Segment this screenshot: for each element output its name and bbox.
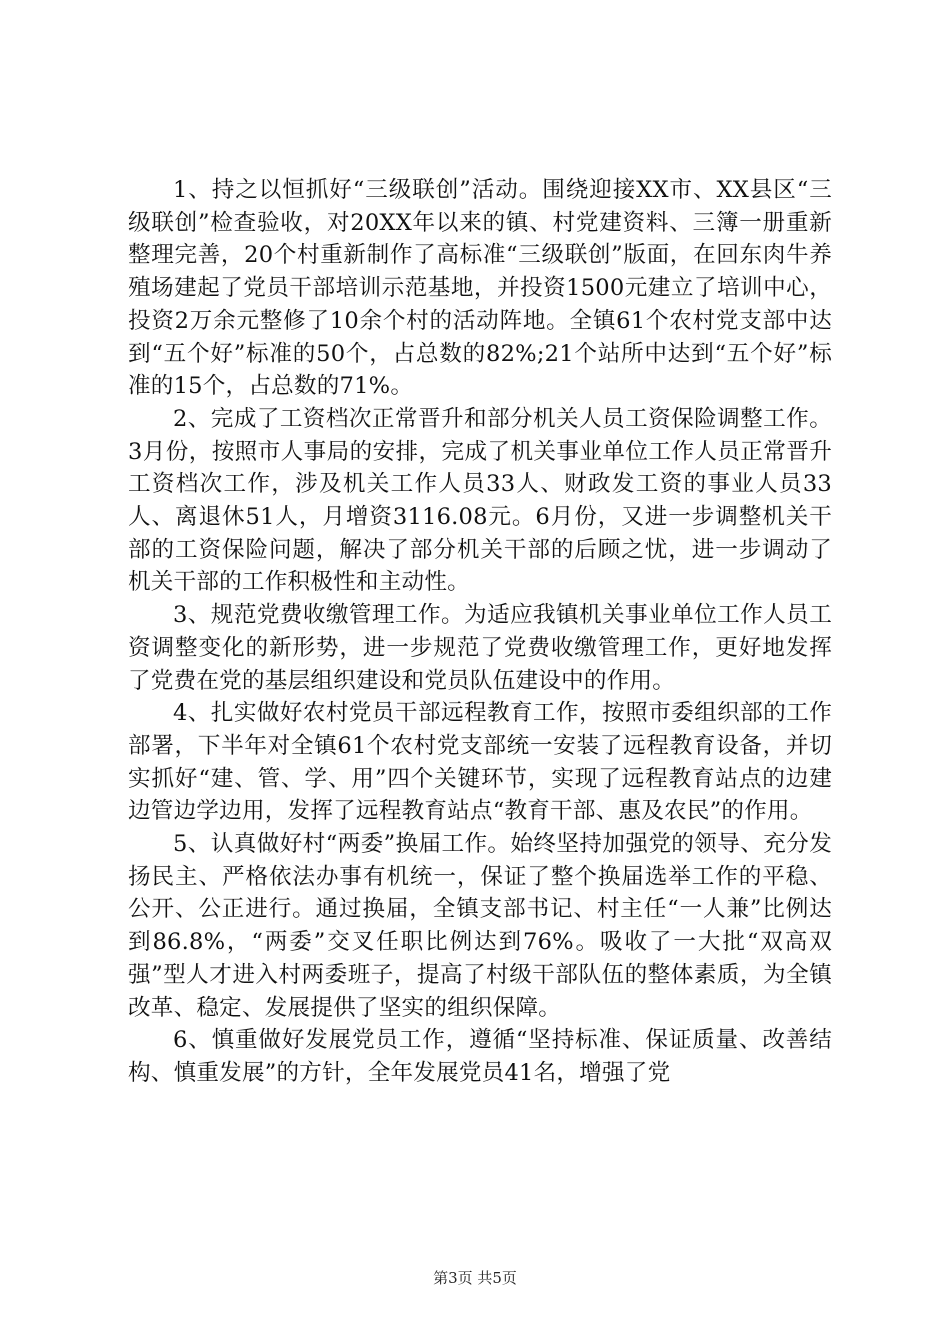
paragraph-3: 3、规范党费收缴管理工作。为适应我镇机关事业单位工作人员工资调整变化的新形势，进一步规范了党费收缴管理工作，更好地发挥了党费在党的基层组织建设和党员队伍建设中的作用。	[128, 602, 832, 694]
page-number-footer: 第3页 共5页	[433, 1269, 517, 1287]
paragraph-1: 1、持之以恒抓好“三级联创”活动。围绕迎接XX市、XX县区“三级联创”检查验收，对20XX年以来的镇、村党建资料、三簿一册重新整理完善，20个村重新制作了高标准“三级联创”版面，在回东肉牛养殖场建起了党员干部培训示范基地，并投资1500元建立了培训中心，投资2万余元整修了10余个村的活动阵地。全镇61个农村党支部中达到“五个好”标准的50个，占总数的82%;21个站所中达到“五个好”标准的15个，占总数的71%。	[128, 177, 832, 400]
paragraph-2: 2、完成了工资档次正常晋升和部分机关人员工资保险调整工作。3月份，按照市人事局的安排，完成了机关事业单位工作人员正常晋升工资档次工作，涉及机关工作人员33人、财政发工资的事业人员33人、离退休51人，月增资3116.08元。6月份，又进一步调整机关干部的工资保险问题，解决了部分机关干部的后顾之忧，进一步调动了机关干部的工作积极性和主动性。	[128, 405, 832, 596]
document-body	[128, 174, 832, 1090]
paragraph-4: 4、扎实做好农村党员干部远程教育工作，按照市委组织部的工作部署，下半年对全镇61个农村党支部统一安装了远程教育设备，并切实抓好“建、管、学、用”四个关键环节，实现了远程教育站点的边建边管边学边用，发挥了远程教育站点“教育干部、惠及农民”的作用。	[128, 700, 832, 825]
paragraph-6: 6、慎重做好发展党员工作，遵循“坚持标准、保证质量、改善结构、慎重发展”的方针，全年发展党员41名，增强了党	[128, 1027, 832, 1086]
paragraph-5: 5、认真做好村“两委”换届工作。始终坚持加强党的领导、充分发扬民主、严格依法办事有机统一，保证了整个换届选举工作的平稳、公开、公正进行。通过换届，全镇支部书记、村主任“一人兼”比例达到86.8%，“两委”交叉任职比例达到76%。吸收了一大批“双高双强”型人才进入村两委班子，提高了村级干部队伍的整体素质，为全镇改革、稳定、发展提供了坚实的组织保障。	[128, 831, 832, 1021]
